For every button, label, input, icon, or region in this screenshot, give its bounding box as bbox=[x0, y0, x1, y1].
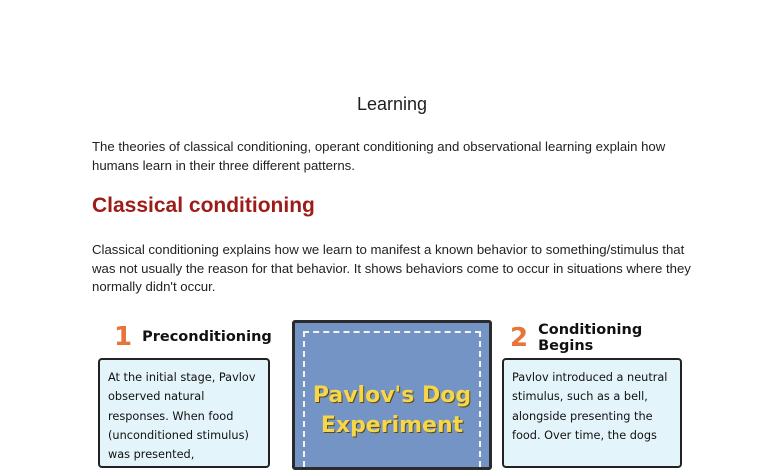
step-1-card bbox=[98, 358, 270, 468]
section-paragraph: Classical conditioning explains how we learn to manifest a known behavior to something/stimulus that was not usually the reason for that behavior. It shows behaviors come to occur in situations where they normally didn't occur. bbox=[92, 242, 691, 295]
step-1-text: At the initial stage, Pavlov observed natural responses. When food (unconditioned stimulus) was presented, bbox=[108, 371, 256, 462]
section-heading: Classical conditioning bbox=[92, 194, 315, 217]
pavlov-infographic bbox=[96, 318, 692, 462]
intro-paragraph: The theories of classical conditioning, operant conditioning and observational learning explain how humans learn in their three different patterns. bbox=[92, 139, 666, 173]
document-title: Learning bbox=[356, 94, 428, 114]
step-2-header bbox=[510, 322, 692, 354]
step-2-text: Pavlov introduced a neutral stimulus, such as a bell, alongside presenting the food. Over time, the dogs bbox=[512, 371, 668, 442]
experiment-title-panel bbox=[292, 320, 492, 470]
experiment-title bbox=[295, 381, 489, 441]
step-1-header bbox=[114, 322, 272, 352]
step-2-card bbox=[502, 358, 682, 468]
step-1-title: Preconditioning bbox=[142, 329, 272, 345]
step-2-title: Conditioning Begins bbox=[538, 322, 643, 354]
step-1-number: 1 bbox=[114, 322, 133, 352]
experiment-title-line-1: Pavlov's Dog bbox=[312, 383, 472, 408]
step-2-number: 2 bbox=[510, 323, 529, 353]
experiment-title-line-2: Experiment bbox=[320, 413, 464, 438]
